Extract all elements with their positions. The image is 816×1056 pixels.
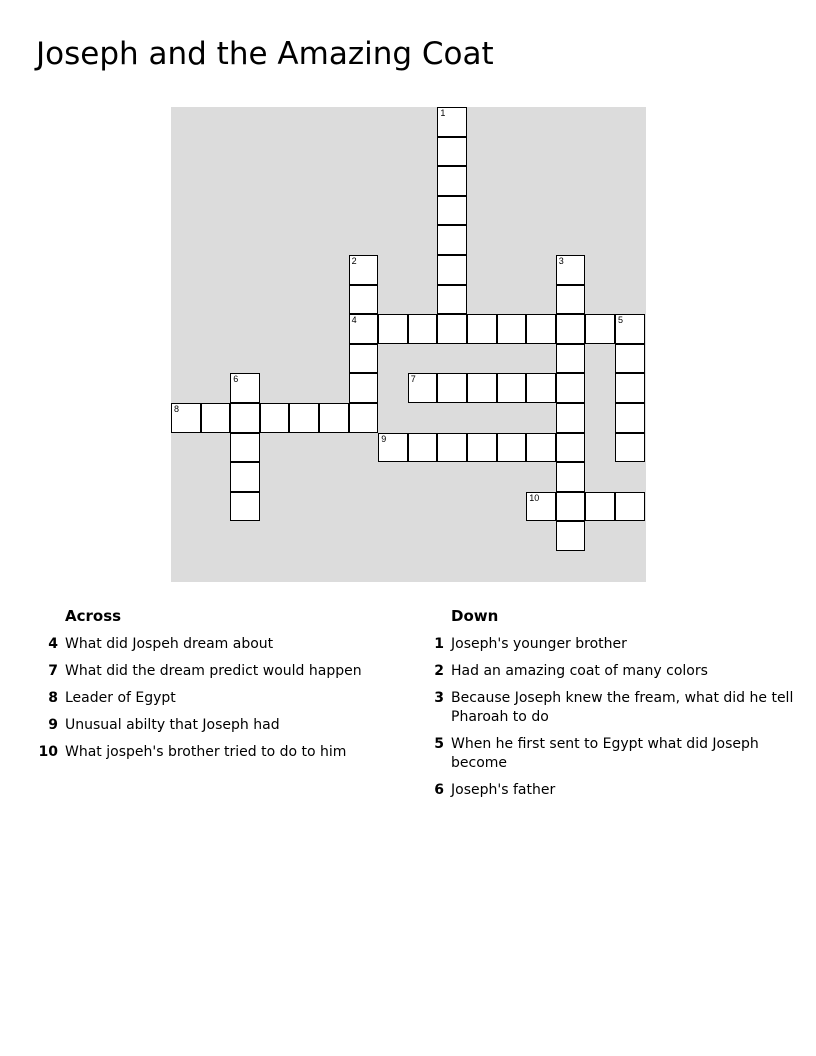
crossword-cell[interactable]: [526, 492, 556, 522]
crossword-cell[interactable]: [230, 433, 260, 463]
crossword-cell[interactable]: [556, 255, 586, 285]
crossword-cell[interactable]: [556, 403, 586, 433]
crossword-cell[interactable]: [349, 373, 379, 403]
across-clue: [36, 635, 396, 654]
crossword-cell[interactable]: [556, 521, 586, 551]
cell-number: 4: [351, 315, 357, 326]
crossword-cell[interactable]: [230, 492, 260, 522]
crossword-cell[interactable]: [556, 373, 586, 403]
crossword-cell[interactable]: [467, 314, 497, 344]
cell-number: 5: [618, 315, 624, 326]
clue-text: What jospeh's brother tried to do to him: [65, 744, 347, 760]
clue-text: Leader of Egypt: [65, 690, 176, 706]
crossword-cell[interactable]: [467, 433, 497, 463]
crossword-cell[interactable]: [556, 462, 586, 492]
clue-text: What did Jospeh dream about: [65, 636, 274, 652]
down-clue: [422, 635, 802, 654]
clue-text: What did the dream predict would happen: [65, 663, 362, 679]
crossword-cell[interactable]: [556, 433, 586, 463]
cell-number: 7: [410, 374, 416, 385]
crossword-cell[interactable]: [497, 373, 527, 403]
crossword-cell[interactable]: [615, 492, 645, 522]
crossword-cell[interactable]: [408, 433, 438, 463]
crossword-cell[interactable]: [437, 314, 467, 344]
cell-number: 10: [529, 492, 540, 503]
clue-number: 4: [48, 636, 58, 652]
clue-number: 10: [38, 744, 58, 760]
crossword-cell[interactable]: [349, 344, 379, 374]
crossword-cell[interactable]: [349, 285, 379, 315]
clue-text: When he first sent to Egypt what did Joseph become: [451, 736, 759, 771]
clue-text: Because Joseph knew the fream, what did he tell Pharoah to do: [451, 690, 794, 725]
crossword-cell[interactable]: [349, 403, 379, 433]
crossword-cell[interactable]: [230, 462, 260, 492]
crossword-cell[interactable]: [349, 314, 379, 344]
cell-number: 2: [351, 256, 357, 266]
crossword-cell[interactable]: [289, 403, 319, 433]
crossword-cell[interactable]: [319, 403, 349, 433]
crossword-cell[interactable]: [556, 285, 586, 315]
crossword-cell[interactable]: [615, 373, 645, 403]
crossword-cell[interactable]: [230, 373, 260, 403]
crossword-cell[interactable]: [526, 314, 556, 344]
crossword-cell[interactable]: [526, 433, 556, 463]
across-clue: [36, 716, 396, 735]
clue-number: 9: [48, 717, 58, 733]
crossword-cell[interactable]: [526, 373, 556, 403]
crossword-cell[interactable]: [260, 403, 290, 433]
crossword-cell[interactable]: [378, 433, 408, 463]
crossword-cell[interactable]: [585, 492, 615, 522]
across-clue: [36, 743, 396, 762]
crossword-cell[interactable]: [556, 492, 586, 522]
across-clue-list: [36, 635, 396, 762]
across-clue: [36, 689, 396, 708]
clue-number: 6: [434, 782, 444, 798]
crossword-cell[interactable]: [230, 403, 260, 433]
clue-number: 1: [434, 636, 444, 652]
crossword-cell[interactable]: [615, 433, 645, 463]
clue-number: 2: [434, 663, 444, 679]
crossword-cell[interactable]: [556, 314, 586, 344]
crossword-cell[interactable]: [437, 137, 467, 167]
down-clue-list: [422, 635, 802, 800]
crossword-cell[interactable]: [201, 403, 231, 433]
down-heading: Down: [451, 607, 499, 625]
cell-number: 6: [233, 374, 239, 385]
crossword-grid: [171, 107, 646, 582]
crossword-cell[interactable]: [615, 403, 645, 433]
down-clue: [422, 689, 802, 727]
down-clue: [422, 781, 802, 800]
crossword-cell[interactable]: [349, 255, 379, 285]
crossword-cell[interactable]: [437, 285, 467, 315]
cell-number: 1: [440, 108, 446, 118]
crossword-cell[interactable]: [437, 196, 467, 226]
crossword-cell[interactable]: [437, 255, 467, 285]
clue-text: Joseph's father: [451, 782, 556, 798]
puzzle-title: Joseph and the Amazing Coat: [36, 36, 494, 72]
crossword-cell[interactable]: [437, 373, 467, 403]
crossword-cell[interactable]: [467, 373, 497, 403]
clue-text: Unusual abilty that Joseph had: [65, 717, 280, 733]
across-heading: Across: [65, 607, 122, 625]
crossword-cell[interactable]: [497, 433, 527, 463]
crossword-cell[interactable]: [378, 314, 408, 344]
clue-number: 7: [48, 663, 58, 679]
across-clues: [36, 606, 396, 770]
crossword-cell[interactable]: [585, 314, 615, 344]
down-clue: [422, 662, 802, 681]
down-clue: [422, 735, 802, 773]
cell-number: 9: [381, 433, 387, 444]
crossword-cell[interactable]: [615, 314, 645, 344]
crossword-cell[interactable]: [408, 373, 438, 403]
down-clues: [422, 606, 802, 808]
clue-text: Joseph's younger brother: [451, 636, 627, 652]
clue-number: 8: [48, 690, 58, 706]
cell-number: 8: [174, 404, 180, 414]
crossword-cell[interactable]: [171, 403, 201, 433]
clue-number: 3: [434, 690, 444, 706]
crossword-cell[interactable]: [437, 225, 467, 255]
crossword-cell[interactable]: [437, 166, 467, 196]
clue-number: 5: [434, 736, 444, 752]
crossword-cell[interactable]: [437, 433, 467, 463]
cell-number: 3: [558, 256, 564, 266]
crossword-cell[interactable]: [437, 107, 467, 137]
crossword-cell[interactable]: [615, 344, 645, 374]
crossword-cell[interactable]: [408, 314, 438, 344]
crossword-cell[interactable]: [556, 344, 586, 374]
across-clue: [36, 662, 396, 681]
crossword-cell[interactable]: [497, 314, 527, 344]
clue-text: Had an amazing coat of many colors: [451, 663, 708, 679]
